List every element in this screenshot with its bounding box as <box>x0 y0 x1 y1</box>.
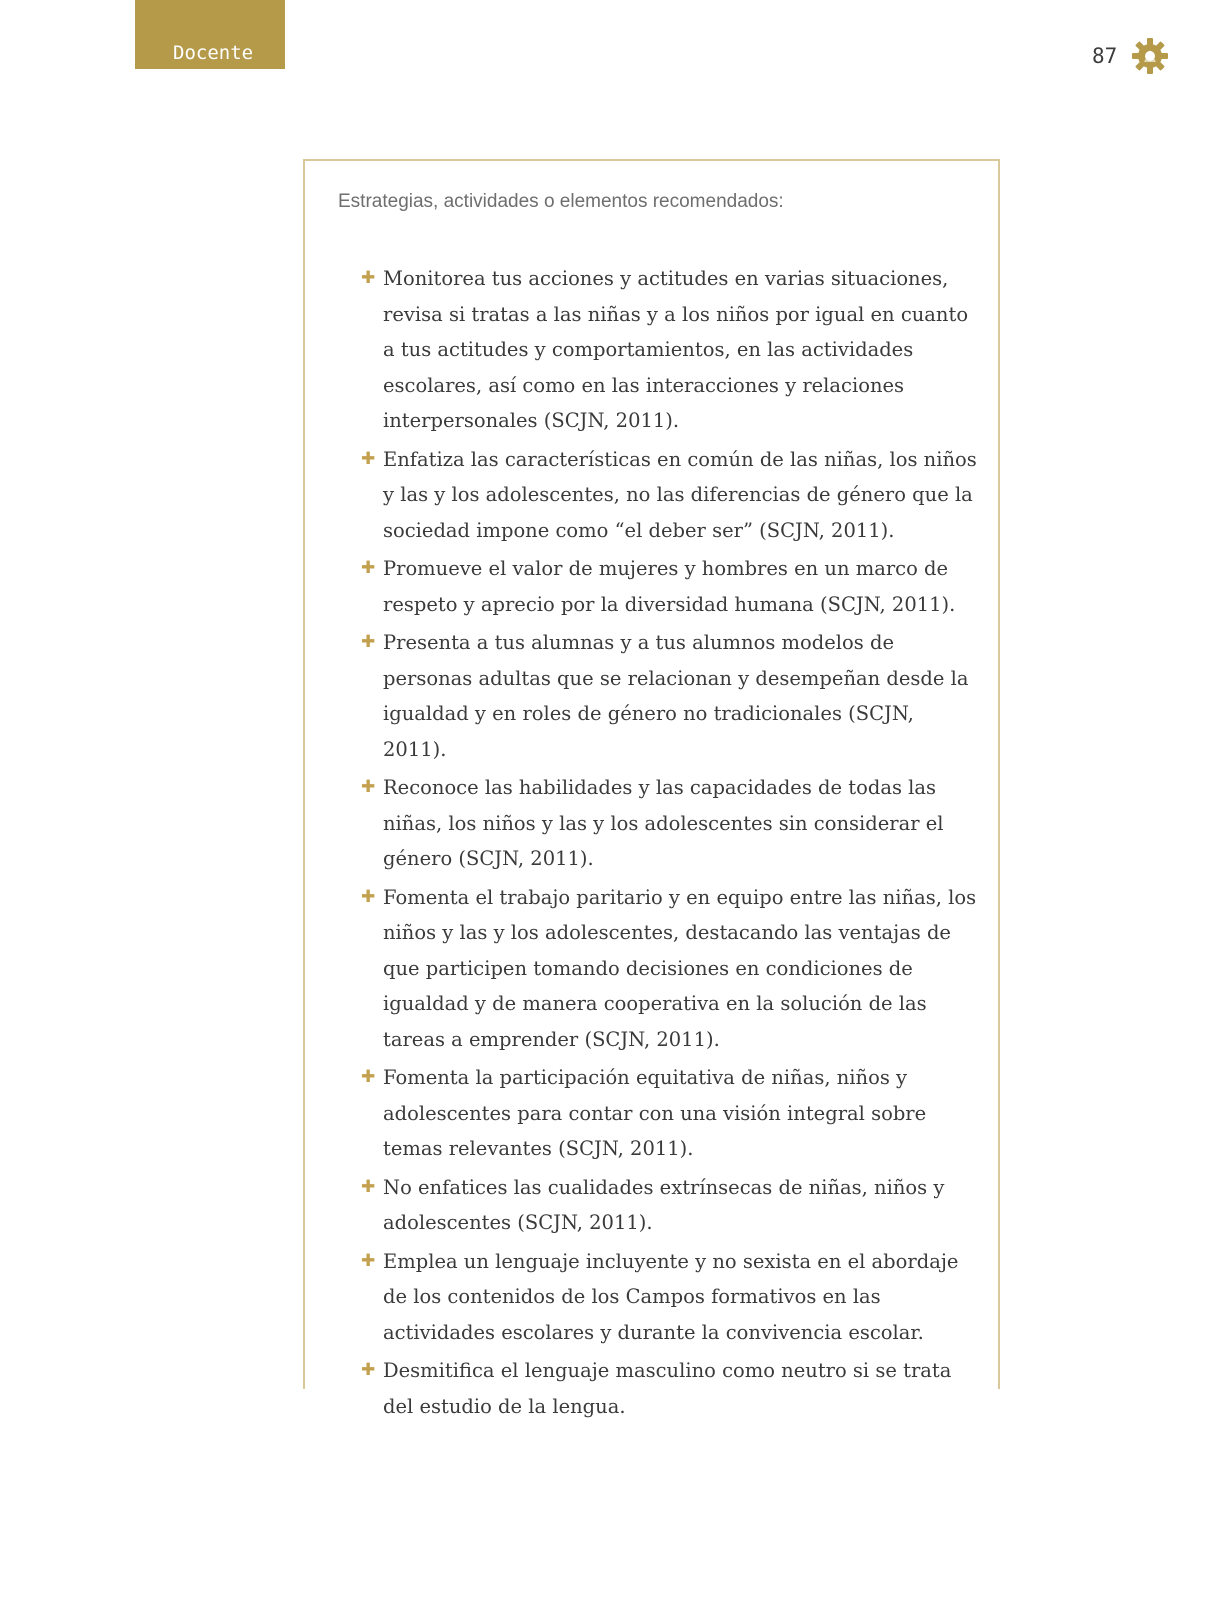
plus-cross-icon: ✚ <box>361 1067 376 1087</box>
recommendations-box <box>303 159 1000 1418</box>
plus-cross-icon: ✚ <box>361 1176 376 1197</box>
list-item <box>361 551 981 622</box>
list-item <box>361 1060 981 1167</box>
plus-cross-icon: ✚ <box>361 886 376 907</box>
list-item-text: Enfatiza las características en común de las niñas, los niños y las y los adolescentes, no las diferencias de género que la sociedad impone como “el deber ser” (SCJN, 2011). <box>383 447 977 542</box>
list-item <box>361 1170 981 1241</box>
plus-cross-icon: ✚ <box>361 777 376 797</box>
list-item-text: Fomenta el trabajo paritario y en equipo entre las niñas, los niños y las y los adolescentes, destacando las ventajas de que participen tomando decisiones en condiciones de igualdad y de manera cooperativa en la solución de las tareas a emprender (SCJN, 2011). <box>383 885 977 1051</box>
page-number: 87 <box>1092 44 1118 68</box>
list-item <box>361 880 981 1058</box>
plus-cross-icon: ✚ <box>361 448 376 469</box>
list-item-text: Presenta a tus alumnas y a tus alumnos modelos de personas adultas que se relacionan y desempeñan desde la igualdad y en roles de género no tradicionales (SCJN, 2011). <box>383 631 969 761</box>
list-item <box>361 1353 981 1424</box>
plus-cross-icon: ✚ <box>361 558 376 578</box>
plus-cross-icon: ✚ <box>361 1360 376 1380</box>
list-item-text: No enfatices las cualidades extrínsecas de niñas, niños y adolescentes (SCJN, 2011). <box>383 1175 945 1234</box>
list-item-text: Monitorea tus acciones y actitudes en varias situaciones, revisa si tratas a las niñas y a los niños por igual en cuanto a tus actitudes y comportamientos, en las actividades escolares, así como en las interacciones y relaciones interpersonales (SCJN, 2011). <box>383 267 969 432</box>
list-item-text: Promueve el valor de mujeres y hombres en un marco de respeto y aprecio por la diversidad humana (SCJN, 2011). <box>383 557 956 616</box>
gear-icon <box>1130 36 1170 76</box>
list-item <box>361 442 981 549</box>
list-item <box>361 261 981 439</box>
list-item-text: Emplea un lenguaje incluyente y no sexista en el abordaje de los contenidos de los Campos formativos en las actividades escolares y durante la convivencia escolar. <box>383 1249 959 1344</box>
section-label: Docente <box>173 42 254 64</box>
plus-cross-icon: ✚ <box>361 268 376 288</box>
list-item-text: Desmitifica el lenguaje masculino como neutro si se trata del estudio de la lengua. <box>383 1359 952 1418</box>
list-item <box>361 770 981 877</box>
recommendations-list <box>361 261 981 1427</box>
list-item-text: Reconoce las habilidades y las capacidades de todas las niñas, los niños y las y los adolescentes sin considerar el género (SCJN, 2011). <box>383 776 944 870</box>
box-heading: Estrategias, actividades o elementos recomendados: <box>338 191 784 212</box>
plus-cross-icon: ✚ <box>361 632 376 652</box>
list-item <box>361 1244 981 1351</box>
list-item <box>361 625 981 767</box>
plus-cross-icon: ✚ <box>361 1250 376 1271</box>
section-tab <box>135 0 285 69</box>
list-item-text: Fomenta la participación equitativa de niñas, niños y adolescentes para contar con una visión integral sobre temas relevantes (SCJN, 2011). <box>383 1066 927 1160</box>
